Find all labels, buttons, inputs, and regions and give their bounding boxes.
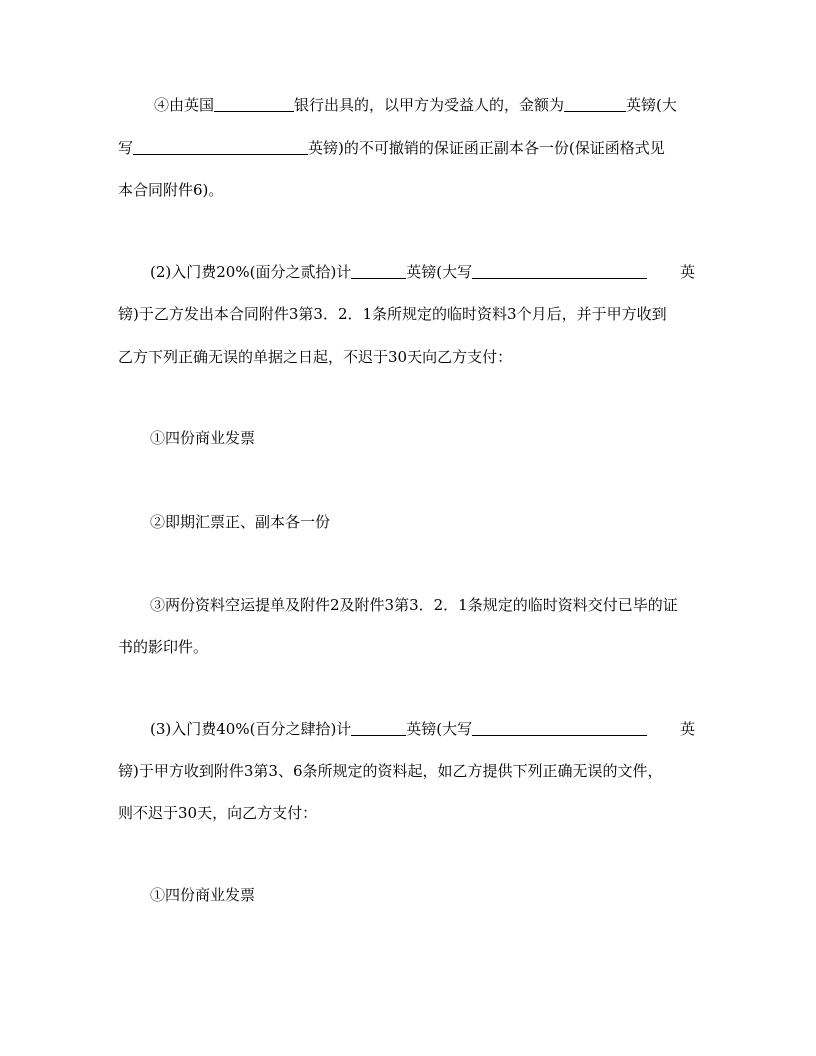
text-line xyxy=(154,94,677,116)
text-segment: (2)入门费20%(面分之贰拾)计 xyxy=(150,263,352,281)
text-segment: 英 xyxy=(679,263,695,281)
text-segment: 英镑(大写 xyxy=(406,720,473,738)
text-segment: ③两份资料空运提单及附件2及附件3第3．2．1条规定的临时资料交付已毕的证 xyxy=(150,596,678,614)
text-line xyxy=(118,179,223,201)
text-line xyxy=(150,427,255,449)
text-segment: 银行出具的，以甲方为受益人的，金额为 xyxy=(294,96,565,114)
text-segment: 镑)于乙方发出本合同附件3第3．2．1条所规定的临时资料3个月后，并于甲方收到 xyxy=(118,305,667,323)
blank-bank-name xyxy=(214,95,294,112)
text-segment: 英镑(大 xyxy=(626,96,677,114)
text-line xyxy=(150,261,695,283)
text-segment: 英镑)的不可撤销的保证函正副本各一份(保证函格式见 xyxy=(308,139,665,157)
blank-amount-in-words xyxy=(133,138,308,155)
text-line xyxy=(150,594,678,616)
text-line xyxy=(118,802,317,824)
text-segment: ①四份商业发票 xyxy=(150,886,256,904)
text-segment: 英镑(大写 xyxy=(406,263,473,281)
text-segment: ④由英国 xyxy=(154,96,215,114)
text-segment: 书的影印件。 xyxy=(118,638,209,656)
blank-amount xyxy=(351,719,406,736)
text-segment: ②即期汇票正、副本各一份 xyxy=(150,513,331,531)
blank-amount-in-words xyxy=(472,262,647,279)
text-segment: 镑)于甲方收到附件3第3、6条所规定的资料起，如乙方提供下列正确无误的文件， xyxy=(118,762,663,780)
blank-amount-in-words xyxy=(472,719,647,736)
text-segment: (3)入门费40%(百分之肆拾)计 xyxy=(150,720,352,738)
text-segment: 乙方下列正确无误的单据之日起，不迟于30天向乙方支付： xyxy=(118,348,513,366)
text-line xyxy=(150,511,330,533)
text-segment: 本合同附件6)。 xyxy=(118,181,224,199)
text-line xyxy=(150,718,695,740)
text-segment: ①四份商业发票 xyxy=(150,429,256,447)
blank-amount xyxy=(564,95,626,112)
blank-amount xyxy=(351,262,406,279)
text-line xyxy=(118,760,663,782)
text-line xyxy=(118,636,208,658)
text-line xyxy=(118,346,512,368)
text-line xyxy=(118,137,665,159)
text-line xyxy=(150,884,255,906)
text-line xyxy=(118,303,667,325)
text-segment: 则不迟于30天，向乙方支付： xyxy=(118,804,318,822)
text-segment: 写 xyxy=(118,139,134,157)
text-segment: 英 xyxy=(679,720,695,738)
